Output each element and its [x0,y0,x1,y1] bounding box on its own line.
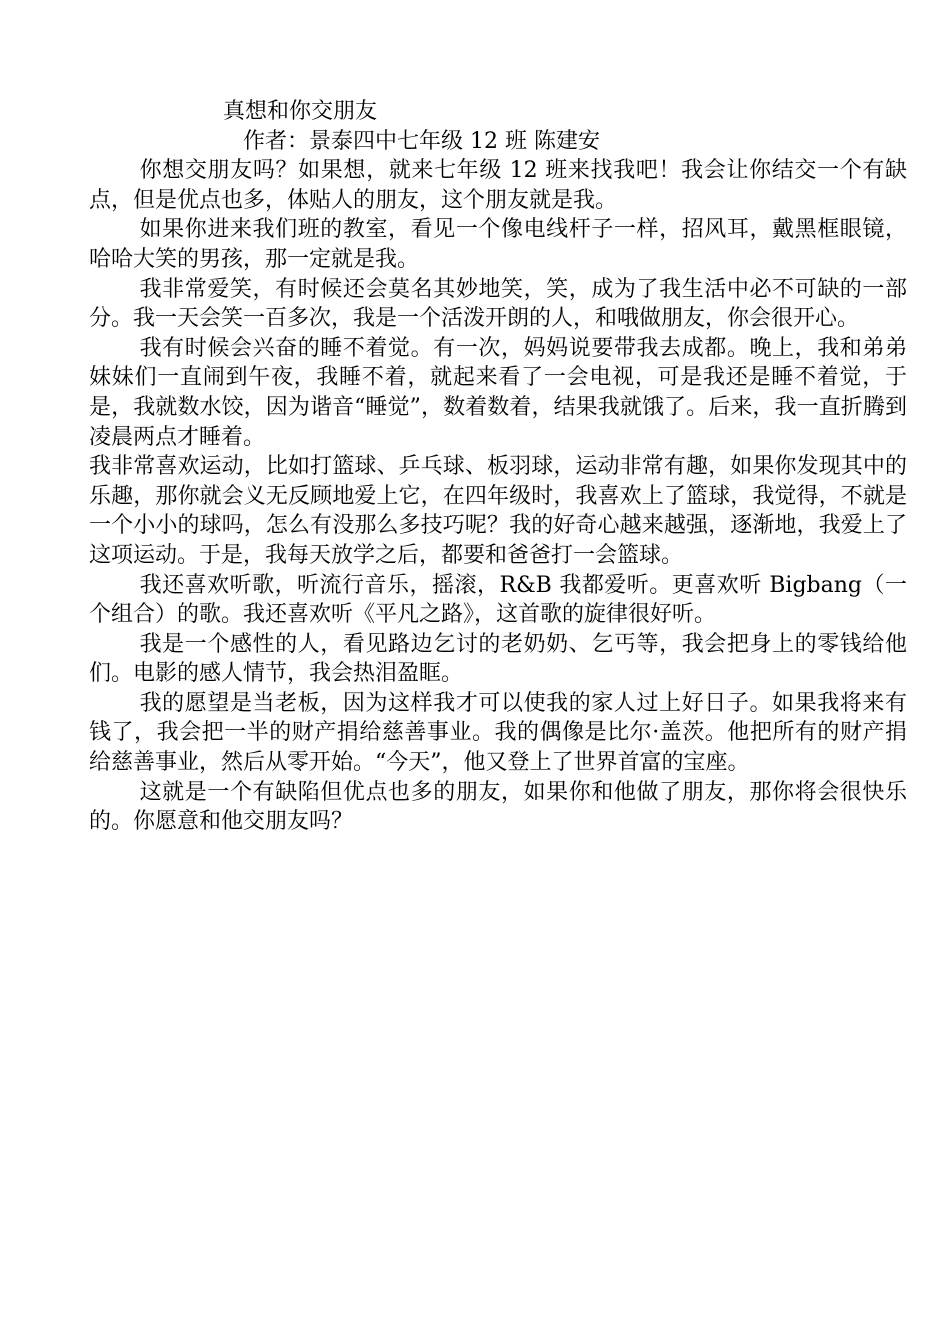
essay-paragraph-4: 我有时候会兴奋的睡不着觉。有一次，妈妈说要带我去成都。晚上，我和弟弟妹妹们一直闹到午夜，我睡不着，就起来看了一会电视，可是我还是睡不着觉，于是，我就数水饺，因为谐音“睡觉”，数着数着，结果我就饿了。后来，我一直折腾到凌晨两点才睡着。 [89,335,907,450]
essay-paragraph-1: 你想交朋友吗？如果想，就来七年级 12 班来找我吧！我会让你结交一个有缺点，但是优点也多，体贴人的朋友，这个朋友就是我。 [89,158,907,213]
essay-byline: 作者：景泰四中七年级 12 班 陈建安 [243,128,600,154]
essay-title: 真想和你交朋友 [223,99,378,124]
essay-paragraph-8: 我的愿望是当老板，因为这样我才可以使我的家人过上好日子。如果我将来有钱了，我会把一半的财产捐给慈善事业。我的偶像是比尔·盖茨。他把所有的财产捐给慈善事业，然后从零开始。“今天”，他又登上了世界首富的宝座。 [89,690,907,776]
essay-paragraph-5: 我非常喜欢运动，比如打篮球、乒乓球、板羽球，运动非常有趣，如果你发现其中的乐趣，那你就会义无反顾地爱上它，在四年级时，我喜欢上了篮球，我觉得，不就是一个小小的球吗，怎么有没那么多技巧呢？我的好奇心越来越强，逐渐地，我爱上了这项运动。于是，我每天放学之后，都要和爸爸打一会篮球。 [89,454,907,568]
essay-page [89,97,907,837]
essay-paragraph-7: 我是一个感性的人，看见路边乞讨的老奶奶、乞丐等，我会把身上的零钱给他们。电影的感人情节，我会热泪盈眶。 [89,631,907,687]
essay-paragraph-3: 我非常爱笑，有时候还会莫名其妙地笑，笑，成为了我生活中必不可缺的一部分。我一天会笑一百多次，我是一个活泼开朗的人，和哦做朋友，你会很开心。 [89,276,907,332]
essay-paragraph-9: 这就是一个有缺陷但优点也多的朋友，如果你和他做了朋友，那你将会很快乐的。你愿意和他交朋友吗？ [89,779,907,835]
essay-paragraph-2: 如果你进来我们班的教室，看见一个像电线杆子一样，招风耳，戴黑框眼镜，哈哈大笑的男孩，那一定就是我。 [89,217,907,272]
essay-paragraph-6: 我还喜欢听歌，听流行音乐，摇滚，R&B 我都爱听。更喜欢听 Bigbang（一个组合）的歌。我还喜欢听《平凡之路》，这首歌的旋律很好听。 [89,572,907,628]
